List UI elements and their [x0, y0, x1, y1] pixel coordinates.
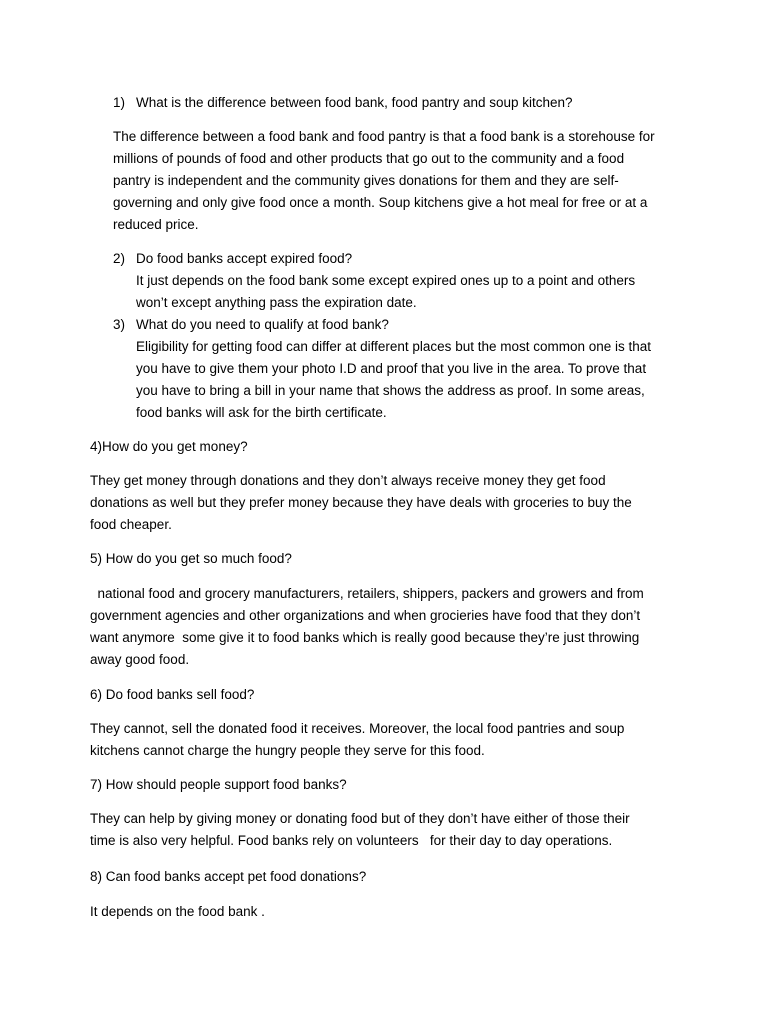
answer-line: food banks will ask for the birth certificate. [136, 405, 387, 420]
list-number: 2) [113, 251, 126, 266]
answer-line: pantry is independent and the community gives donations for them and they are self- [113, 173, 619, 188]
question-heading: 5) How do you get so much food? [90, 551, 292, 566]
question-heading: What is the difference between food bank, food pantry and soup kitchen? [136, 95, 573, 110]
answer-line: millions of pounds of food and other products that go out to the community and a food [113, 151, 625, 166]
answer-line: you have to bring a bill in your name that shows the address as proof. In some areas, [136, 383, 645, 398]
answer-line: you have to give them your photo I.D and proof that you live in the area. To prove that [136, 361, 647, 376]
answer-line: It depends on the food bank . [90, 904, 265, 919]
question-heading: 7) How should people support food banks? [90, 777, 347, 792]
list-number: 1) [113, 95, 126, 110]
answer-line: kitchens cannot charge the hungry people they serve for this food. [90, 743, 485, 758]
answer-line: governing and only give food once a month. Soup kitchens give a hot meal for free or at a [113, 195, 648, 210]
answer-line: won’t except anything pass the expiration date. [136, 295, 417, 310]
answer-line: government agencies and other organizations and when grocieries have food that they don’t [90, 608, 641, 623]
answer-line: donations as well but they prefer money because they have deals with groceries to buy the [90, 495, 632, 510]
question-heading: Do food banks accept expired food? [136, 251, 353, 266]
answer-line: They cannot, sell the donated food it receives. Moreover, the local food pantries and soup [90, 721, 625, 736]
answer-line: They can help by giving money or donating food but of they don’t have either of those their [90, 811, 630, 826]
question-heading: 6) Do food banks sell food? [90, 687, 255, 702]
answer-line: It just depends on the food bank some except expired ones up to a point and others [136, 273, 636, 288]
answer-line: The difference between a food bank and food pantry is that a food bank is a storehouse for [113, 129, 655, 144]
answer-line: They get money through donations and they don’t always receive money they get food [90, 473, 606, 488]
question-heading: 8) Can food banks accept pet food donations? [90, 869, 367, 884]
answer-line: reduced price. [113, 217, 199, 232]
list-number: 3) [113, 317, 126, 332]
answer-line: Eligibility for getting food can differ at different places but the most common one is that [136, 339, 652, 354]
answer-line: time is also very helpful. Food banks rely on volunteers for their day to day operations. [90, 833, 613, 848]
answer-line: want anymore some give it to food banks which is really good because they’re just throwing [90, 630, 640, 645]
answer-line: away good food. [90, 652, 190, 667]
question-heading: 4)How do you get money? [90, 439, 248, 454]
answer-line: food cheaper. [90, 517, 172, 532]
answer-line: national food and grocery manufacturers, retailers, shippers, packers and growers and from [90, 586, 644, 601]
question-heading: What do you need to qualify at food bank? [136, 317, 389, 332]
